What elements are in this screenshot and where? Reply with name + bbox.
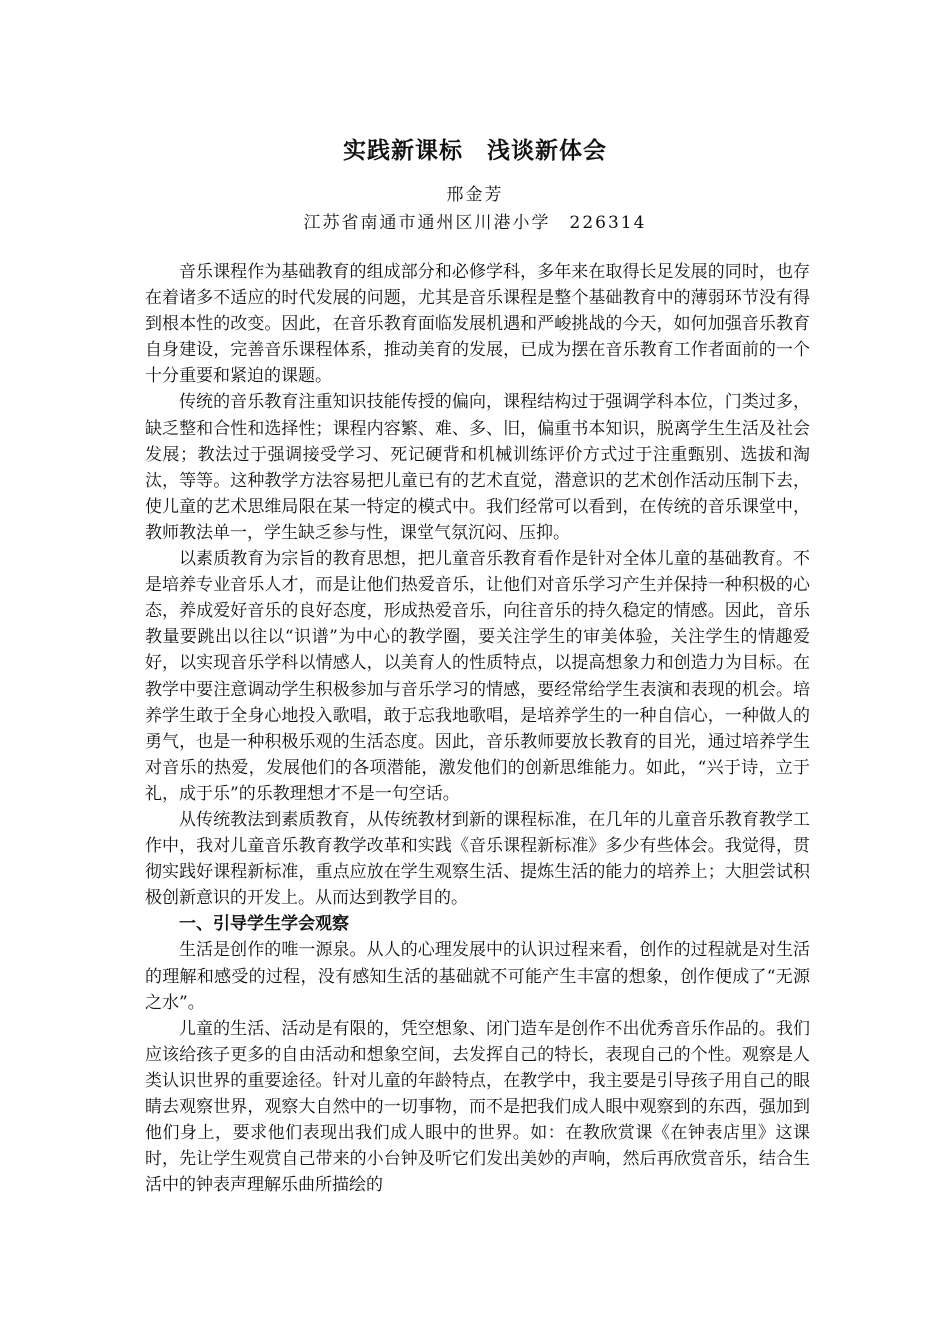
paragraph: 儿童的生活、活动是有限的，凭空想象、闭门造车是创作不出优秀音乐作品的。我们应该给孩子更多的自由活动和想象空间，去发挥自己的特长，表现自己的个性。观察是人类认识世界的重要途径。针对儿童的年龄特点，在教学中，我主要是引导孩子用自己的眼睛去观察世界，观察大自然中的一切事物，而不是把我们成人眼中观察到的东西，强加到他们身上，要求他们表现出我们成人眼中的世界。如：在教欣赏课《在钟表店里》这课时，先让学生观赏自己带来的小台钟及听它们发出美妙的声响，然后再欣赏音乐，结合生活中的钟表声理解乐曲所描绘的	[145, 1018, 810, 1196]
author-name: 邢金芳	[446, 185, 504, 205]
paragraph: 传统的音乐教育注重知识技能传授的偏向，课程结构过于强调学科本位，门类过多，缺乏整和合性和选择性；课程内容繁、难、多、旧，偏重书本知识，脱离学生生活及社会发展；教法过于强调接受学习、死记硬背和机械训练评价方式过于注重甄别、选拔和淘汰，等等。这种教学方法容易把儿童已有的艺术直觉，潜意识的艺术创作活动压制下去，使儿童的艺术思维局限在某一特定的模式中。我们经常可以看到，在传统的音乐课堂中，教师教法单一，学生缺乏参与性，课堂气氛沉闷、压抑。	[145, 392, 810, 543]
section-heading: 一、引导学生学会观察	[179, 914, 349, 935]
article-title: 实践新课标 浅谈新体会	[343, 138, 607, 164]
paragraph: 生活是创作的唯一源泉。从人的心理发展中的认识过程来看，创作的过程就是对生活的理解和感受的过程，没有感知生活的基础就不可能产生丰富的想象，创作便成了“无源之水”。	[145, 940, 810, 1013]
paragraph: 从传统教法到素质教育，从传统教材到新的课程标准，在几年的儿童音乐教育教学工作中，我对儿童音乐教育教学改革和实践《音乐课程新标准》多少有些体会。我觉得，贯彻实践好课程新标准，重点应放在学生观察生活、提炼生活的能力的培养上；大胆尝试积极创新意识的开发上。从而达到教学目的。	[145, 809, 810, 909]
author-affiliation: 江苏省南通市通州区川港小学 226314	[303, 213, 647, 233]
paragraph: 音乐课程作为基础教育的组成部分和必修学科，多年来在取得长足发展的同时，也存在着诸多不适应的时代发展的问题，尤其是音乐课程是整个基础教育中的薄弱环节没有得到根本性的改变。因此，在音乐教育面临发展机遇和严峻挑战的今天，如何加强音乐教育自身建设，完善音乐课程体系，推动美育的发展，已成为摆在音乐教育工作者面前的一个十分重要和紧迫的课题。	[145, 262, 810, 387]
paragraph: 以素质教育为宗旨的教育思想，把儿童音乐教育看作是针对全体儿童的基础教育。不是培养专业音乐人才，而是让他们热爱音乐，让他们对音乐学习产生并保持一种积极的心态，养成爱好音乐的良好态度，形成热爱音乐，向往音乐的持久稳定的情感。因此，音乐教量要跳出以往以“识谱”为中心的教学圈，要关注学生的审美体验，关注学生的情趣爱好，以实现音乐学科以情感人，以美育人的性质特点，以提高想象力和创造力为目标。在教学中要注意调动学生积极参加与音乐学习的情感，要经常给学生表演和表现的机会。培养学生敢于全身心地投入歌唱，敢于忘我地歌唱，是培养学生的一种自信心，一种做人的勇气，也是一种积极乐观的生活态度。因此，音乐教师要放长教育的目光，通过培养学生对音乐的热爱，发展他们的各项潜能，激发他们的创新思维能力。如此，“兴于诗，立于礼，成于乐”的乐教理想才不是一句空话。	[145, 549, 810, 804]
article-body	[145, 259, 810, 1198]
